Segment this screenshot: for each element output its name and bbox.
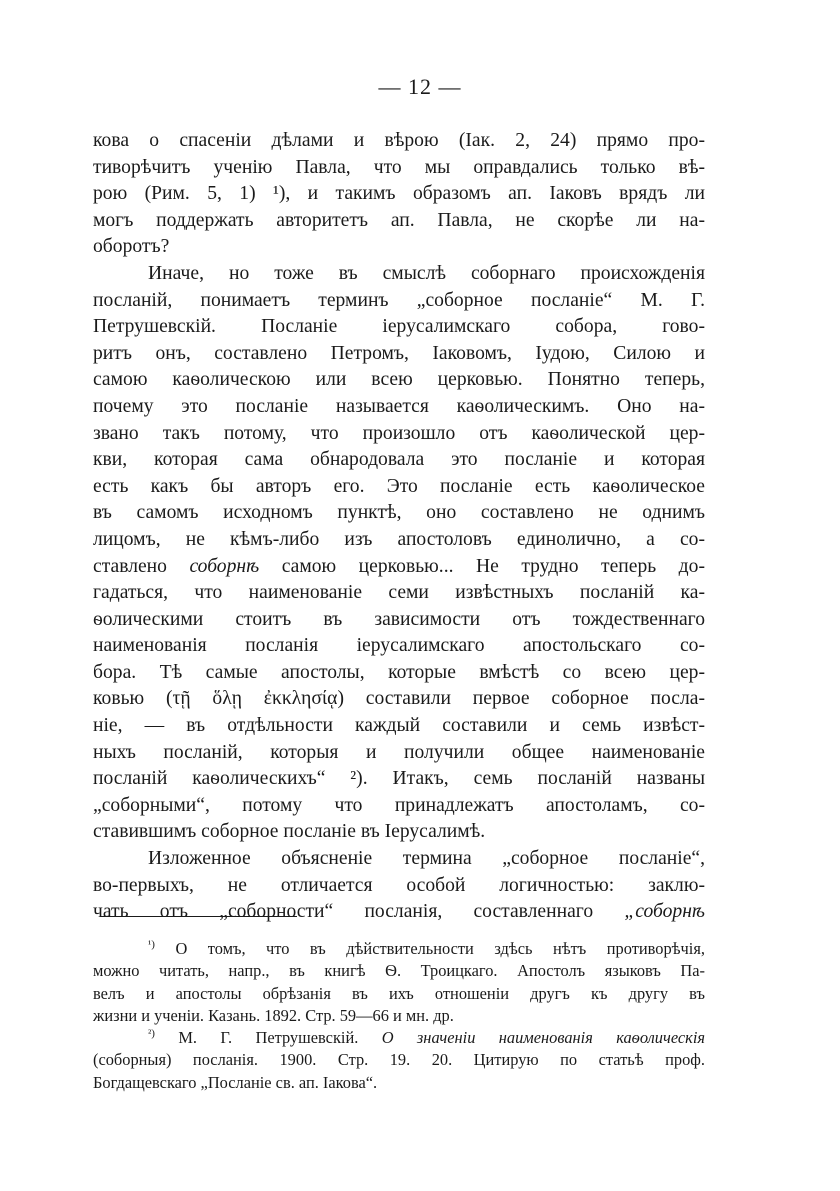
text-span: М. Г. Петрушевскій. [154,1028,382,1048]
footnote-line [93,938,705,960]
text-line: почему это посланіе называется каѳолическимъ. Оно на- [93,395,705,417]
text-line: посланій каѳолическихъ“ ²). Итакъ, семь посланій названы [93,768,705,790]
text-line: самою каѳолическою или всею церковью. Понятно теперь, [93,369,705,391]
main-text [93,128,705,926]
text-line: звано такъ потому, что произошло отъ каѳолической цер- [93,422,705,444]
text-line: лицомъ, не кѣмъ-либо изъ апостоловъ единолично, а со- [93,528,705,550]
text-line: ритъ онъ, составлено Петромъ, Іаковомъ, Іудою, Силою и [93,342,705,364]
text-span: ставлено [93,555,190,577]
text-span: самою церковью... Не трудно теперь до- [259,555,705,577]
text-line: Иначе, но тоже въ смыслѣ соборнаго происхожденія [148,262,705,284]
text-line: наименованія посланія іерусалимскаго апостольскаго со- [93,635,705,657]
text-line: тиворѣчитъ ученію Павла, что мы оправдались только вѣ- [93,156,705,178]
footnote-marker: ¹) [148,938,155,951]
text-line [93,686,705,713]
italic-word: „соборнѣ [624,901,705,923]
text-line: кова о спасеніи дѣлами и вѣрою (Іак. 2, 24) прямо про- [93,130,705,151]
text-line [93,554,705,581]
text-line: Изложенное объясненіе термина „соборное посланіе“, [148,848,705,870]
page-number: — 12 — [378,74,462,99]
footnote-line [93,1027,705,1049]
text-line: есть какъ бы авторъ его. Это посланіе есть каѳолическое [93,475,705,497]
footnotes [93,938,705,1094]
text-line: ніе, — въ отдѣльности каждый составили и семь извѣст- [93,715,705,737]
text-line: ѳолическими стоитъ въ зависимости отъ тождественнаго [93,608,705,630]
text-line: ныхъ посланій, которыя и получили общее наименованіе [93,741,705,763]
text-line [93,899,705,926]
footnote-line: (соборныя) посланія. 1900. Стр. 19. 20. Цитирую по статьѣ проф. [93,1050,705,1070]
greek-quote: (τῇ ὅλῃ ἐκκλησίᾳ) [165,688,344,710]
text-line: могъ поддержать авторитетъ ап. Павла, не скорѣе ли на- [93,209,705,231]
footnote-line: велъ и апостолы обрѣзанія въ ихъ отношеніи другъ къ другу въ [93,983,705,1003]
text-line: гадаться, что наименованіе семи извѣстныхъ посланій ка- [93,582,705,604]
text-line: ставившимъ соборное посланіе въ Іерусалимѣ. [93,821,486,843]
italic-title: О значеніи наименованія каѳолическія [381,1028,705,1048]
footnote-line: Богдащевскаго „Посланіе св. ап. Іакова“. [93,1072,378,1092]
text-span: составили первое соборное посла- [343,688,705,710]
text-span: чать отъ „соборности“ посланія, составленнаго [93,901,625,923]
text-line: „соборными“, потому что принадлежатъ апостоламъ, со- [93,794,705,816]
italic-word: соборнѣ [189,555,260,577]
text-line: оборотъ? [93,236,170,258]
text-span: ковью [93,688,166,710]
text-line: во-первыхъ, не отличается особой логичностью: заклю- [93,874,705,896]
footnote-divider [100,916,297,917]
text-line: въ самомъ исходномъ пунктѣ, оно составлено не однимъ [93,502,705,524]
text-line: кви, которая сама обнародовала это посланіе и которая [93,449,705,471]
text-line: Петрушевскій. Посланіе іерусалимскаго собора, гово- [93,316,705,338]
text-span: О томъ, что въ дѣйствительности здѣсь нѣтъ противорѣчія, [154,939,705,958]
footnote-line: жизни и ученіи. Казань. 1892. Стр. 59—66 и мн. др. [93,1005,454,1025]
text-line: рою (Рим. 5, 1) ¹), и такимъ образомъ ап. Іаковъ врядъ ли [93,183,705,205]
footnote-line: можно читать, напр., въ книгѣ Ѳ. Троицкаго. Апостолъ языковъ Па- [93,961,705,981]
text-line: бора. Тѣ самые апостолы, которые вмѣстѣ со всею цер- [93,661,705,683]
footnote-marker: ²) [148,1027,155,1040]
text-line: посланій, понимаетъ терминъ „соборное посланіе“ М. Г. [93,289,705,311]
